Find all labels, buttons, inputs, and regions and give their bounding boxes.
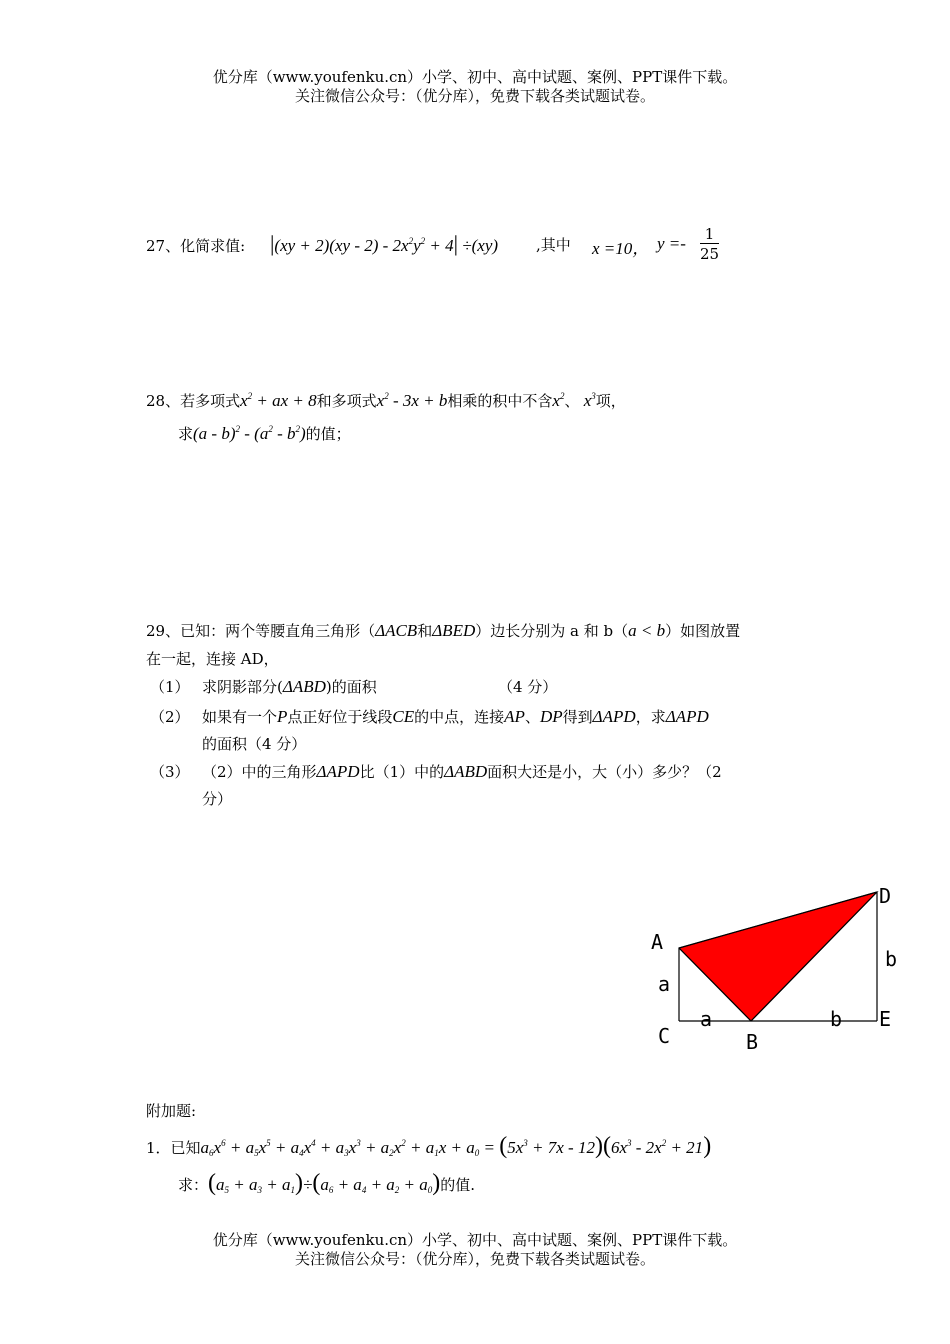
bonus-q1-prefix: 1．已知 [146,1139,201,1157]
q29-line2: 在一起，连接 AD， [146,650,279,668]
bonus-q1-lhs: $a_6x^6 + a_5x^5 + a_4x^4 + a_3x^3 + a_2x^2 + a_1x + a_0$ = [200,1138,500,1158]
label-C: C [658,1024,671,1048]
label-B: B [746,1030,759,1054]
q27-prefix: 27、化简求值: [146,237,246,255]
q29-p2-a: 如果有一个 [202,708,278,726]
q29-p1-score: （4 分） [498,678,558,696]
q27-y-lhs: y =- [657,234,686,253]
q29-p3-text [202,761,722,782]
q28-mid2: 相乘的积中不含 [447,392,553,410]
q29-p2-tri: ΔAPD [592,707,636,726]
q29-p3-c: 面积大还是小，大（小）多少？（2 [487,763,722,781]
q29-p3-tri: ΔAPD [316,762,360,781]
q29-p2-c: 的中点，连接 [414,708,505,726]
bonus-q1-req: 求： [178,1176,209,1194]
shaded-triangle-abd [679,892,877,1021]
q28-end: 项， [595,392,626,410]
q29-p3-line2: 分） [202,790,233,808]
q29-p3-tri2: ΔABD [444,762,488,781]
footer-line-2: 关注微信公众号：（优分库），免费下载各类试题试卷。 [294,1250,655,1268]
q29-tri1: ΔACB [375,621,418,640]
q29-line1c: ）如图放置 [665,622,741,640]
bonus-q1-expr: $(a_5 + a_3 + a_1)\div(a_6 + a_4 + a_2 + a_0)$ [208,1170,441,1196]
q29-p2-d: 、 [524,708,540,726]
q29-p1-tri: ΔABD [282,677,326,696]
q29-p2-DP: DP [539,707,563,726]
q28-line1 [146,390,626,411]
q29-p1-text [202,676,377,697]
q28-line2 [178,423,351,444]
q28-poly1: $x^2$ + ax + 8 [240,391,317,410]
q29-line1a: 29、已知：两个等腰直角三角形（ [146,622,376,640]
bonus-q1-line2 [178,1170,475,1197]
q28-term-x3: $x^3$ [579,391,596,410]
q28-poly2: $x^2 - 3x + b$ [376,391,448,410]
q29-p3-b: 比（1）中的 [359,763,445,781]
q29-p2-num: （2） [150,708,190,726]
q28-line2-suffix: 的值； [305,425,351,443]
q27-y-den: 25 [700,245,720,263]
q29-p2-b: 点正好位于线段 [287,708,393,726]
q29-p2-tri2: ΔAPD [665,707,709,726]
q29-ineq: a < b [628,621,666,640]
q27-expression: $|(xy + 2)(xy - 2) - 2x^2y^2 + 4| \div(xy)$ [270,231,499,256]
q28-prefix: 28、若多项式 [146,392,241,410]
q29-p2-AP: AP [504,707,525,726]
footer-line-1: 优分库（www.youfenku.cn）小学、初中、高中试题、案例、PPT课件下载。 [212,1231,738,1249]
label-D: D [879,884,892,908]
q27-where: ,其中 [536,236,571,254]
header-line-2: 关注微信公众号：（优分库），免费下载各类试题试卷。 [294,87,655,105]
label-E: E [879,1007,892,1031]
bonus-q1-rhs: $(5x^3 + 7x - 12)(6x^3 - 2x^2 + 21)$ [499,1133,712,1159]
q28-expr: $(a - b)^2 - (a^2 - b^2)$ [193,424,306,443]
q27-y-num: 1 [700,225,719,244]
q29-p1-b: )的面积 [325,678,377,696]
q29-p2-e: 得到 [562,708,593,726]
q29-line1 [146,620,740,641]
bonus-q1-end: 的值. [440,1176,476,1194]
q29-p2-P: P [277,707,288,726]
q29-p3-num: （3） [150,763,190,781]
header-line-1: 优分库（www.youfenku.cn）小学、初中、高中试题、案例、PPT课件下载。 [212,68,738,86]
q29-p1-num: （1） [150,678,190,696]
label-a-side: a [658,972,671,996]
label-A: A [651,930,664,954]
q28-mid1: 和多项式 [316,392,377,410]
q29-p2-f: ，求 [635,708,666,726]
bonus-q1-line1 [146,1133,711,1160]
q29-p2-line2: 的面积（4 分） [202,735,307,753]
label-b-side: b [885,947,898,971]
q29-p1-a: 求阴影部分( [202,678,283,696]
q28-sep: 、 [564,392,580,410]
q29-line1b: ）边长分别为 a 和 b（ [475,622,629,640]
bonus-title: 附加题: [146,1102,197,1120]
q29-p2-text [202,706,709,727]
q29-and: 和 [417,622,433,640]
q29-tri2: ΔBED [432,621,476,640]
q29-p3-a: （2）中的三角形 [202,763,317,781]
label-b-base: b [830,1007,843,1031]
q28-term-x2: $x^2$ [552,391,565,410]
label-a-base: a [700,1007,713,1031]
q27-x-value: x =10， [592,239,650,258]
q29-p2-CE: CE [392,707,415,726]
q28-line2-prefix: 求 [178,425,194,443]
triangle-figure [640,875,910,1060]
q27-y-fraction [700,225,719,264]
